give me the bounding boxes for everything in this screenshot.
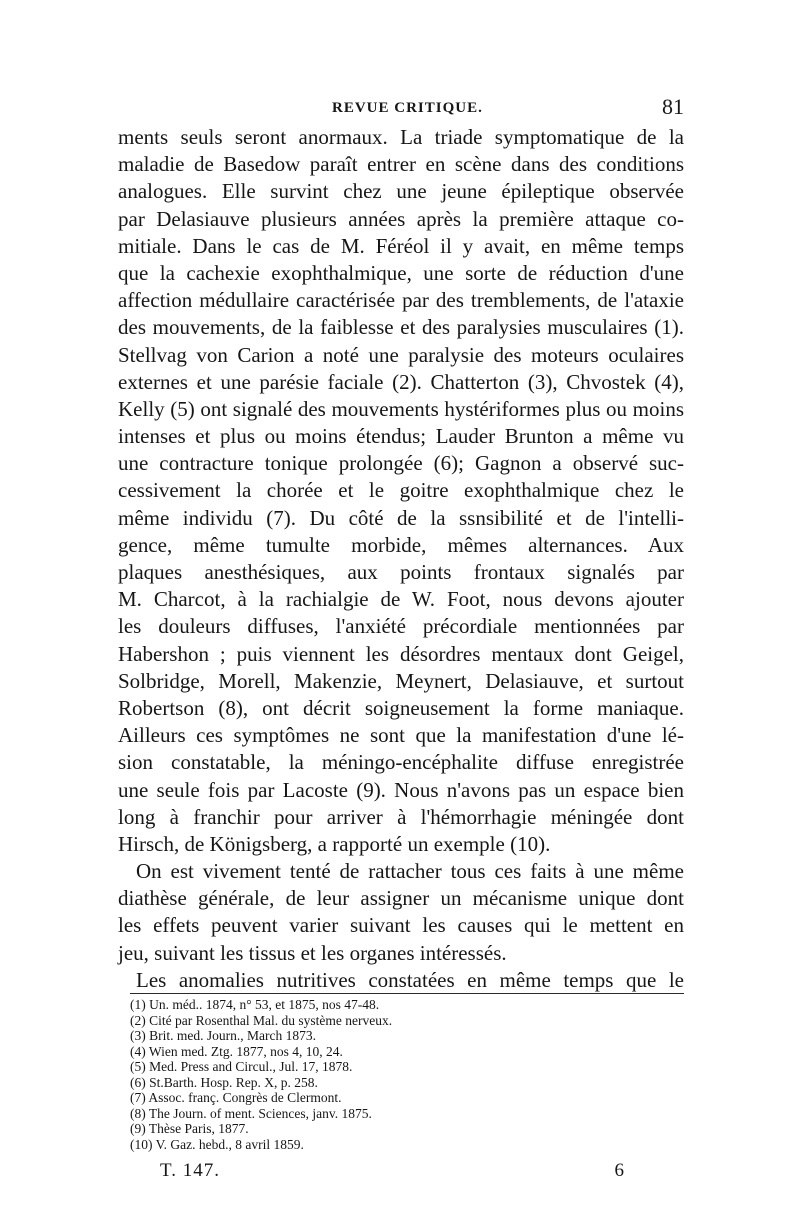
page-footer <box>160 1160 624 1186</box>
text-line: externes et une parésie faciale (2). Chatterton (3), Chvostek (4), <box>118 369 684 394</box>
text-line: Les anomalies nutritives constatées en même temps que le <box>136 967 684 992</box>
text-line: les effets peuvent varier suivant les causes qui le mettent en <box>118 913 684 938</box>
text-line: sion constatable, la méningo-encéphalite diffuse enregistrée <box>118 750 684 775</box>
text-line: maladie de Basedow paraît entrer en scène dans des conditions <box>118 152 684 177</box>
footnote: (2) Cité par Rosenthal Mal. du système nerveux. <box>130 1012 393 1028</box>
page-header <box>118 94 684 122</box>
text-line: affection médullaire caractérisée par des tremblements, de l'ataxie <box>118 288 684 313</box>
text-line: plaques anesthésiques, aux points frontaux signalés par <box>118 560 684 584</box>
footnote: (4) Wien med. Ztg. 1877, nos 4, 10, 24. <box>130 1043 343 1059</box>
text-line: mitiale. Dans le cas de M. Féréol il y avait, en même temps <box>118 233 684 258</box>
footnote: (10) V. Gaz. hebd., 8 avril 1859. <box>130 1136 304 1152</box>
main-text <box>118 124 684 994</box>
text-line: intenses et plus ou moins étendus; Lauder Brunton a même vu <box>118 424 684 449</box>
text-line: que la cachexie exophthalmique, une sorte de réduction d'une <box>118 260 684 285</box>
footnote: (7) Assoc. franç. Congrès de Clermont. <box>130 1090 342 1105</box>
text-line: une seule fois par Lacoste (9). Nous n'avons pas un espace bien <box>118 777 684 802</box>
running-title: REVUE CRITIQUE. <box>332 100 483 116</box>
footnote: (8) The Journ. of ment. Sciences, janv. 1875. <box>130 1105 372 1121</box>
text-line: les douleurs diffuses, l'anxiété précordiale mentionnées par <box>118 614 684 639</box>
page-number: 81 <box>662 94 684 119</box>
volume-signature: T. 147. <box>160 1160 220 1181</box>
text-line: gence, même tumulte morbide, mêmes alternances. Aux <box>118 532 684 557</box>
footnote: (3) Brit. med. Journ., March 1873. <box>130 1028 316 1043</box>
text-line: jeu, suivant les tissus et les organes intéressés. <box>118 940 507 965</box>
text-line: Habershon ; puis viennent les désordres mentaux dont Geigel, <box>118 641 684 666</box>
text-line: Robertson (8), ont décrit soigneusement la forme maniaque. <box>118 695 684 720</box>
text-line: cessivement la chorée et le goitre exophthalmique chez le <box>118 478 684 503</box>
text-line: diathèse générale, de leur assigner un mécanisme unique dont <box>118 886 684 911</box>
text-line: des mouvements, de la faiblesse et des paralysies musculaires (1). <box>118 315 684 340</box>
footnote-separator <box>130 993 684 994</box>
footnotes <box>130 997 684 1152</box>
text-line: On est vivement tenté de rattacher tous ces faits à une même <box>136 859 684 884</box>
text-line: par Delasiauve plusieurs années après la première attaque co- <box>118 206 684 231</box>
text-line: Solbridge, Morell, Makenzie, Meynert, Delasiauve, et surtout <box>118 668 684 693</box>
text-line: Hirsch, de Königsberg, a rapporté un exemple (10). <box>118 831 551 856</box>
text-line: ments seuls seront anormaux. La triade symptomatique de la <box>118 125 684 149</box>
footnote: (9) Thèse Paris, 1877. <box>130 1121 249 1136</box>
text-line: Ailleurs ces symptômes ne sont que la manifestation d'une lé- <box>118 723 684 748</box>
footnote: (1) Un. méd.. 1874, n° 53, et 1875, nos 47-48. <box>130 997 380 1012</box>
text-line: Kelly (5) ont signalé des mouvements hystériformes plus ou moins <box>118 396 684 421</box>
text-line: même individu (7). Du côté de la ssnsibilité et de l'intelli- <box>118 505 684 530</box>
footnote: (6) St.Barth. Hosp. Rep. X, p. 258. <box>130 1074 318 1090</box>
sheet-signature: 6 <box>614 1160 624 1181</box>
text-line: analogues. Elle survint chez une jeune épileptique observée <box>118 179 684 204</box>
text-line: long à franchir pour arriver à l'hémorrhagie méningée dont <box>118 804 684 829</box>
text-line: une contracture tonique prolongée (6); Gagnon a observé suc- <box>118 451 684 476</box>
text-line: Stellvag von Carion a noté une paralysie des moteurs oculaires <box>118 342 684 367</box>
text-line: M. Charcot, à la rachialgie de W. Foot, nous devons ajouter <box>118 587 684 612</box>
footnote: (5) Med. Press and Circul., Jul. 17, 1878. <box>130 1059 353 1074</box>
